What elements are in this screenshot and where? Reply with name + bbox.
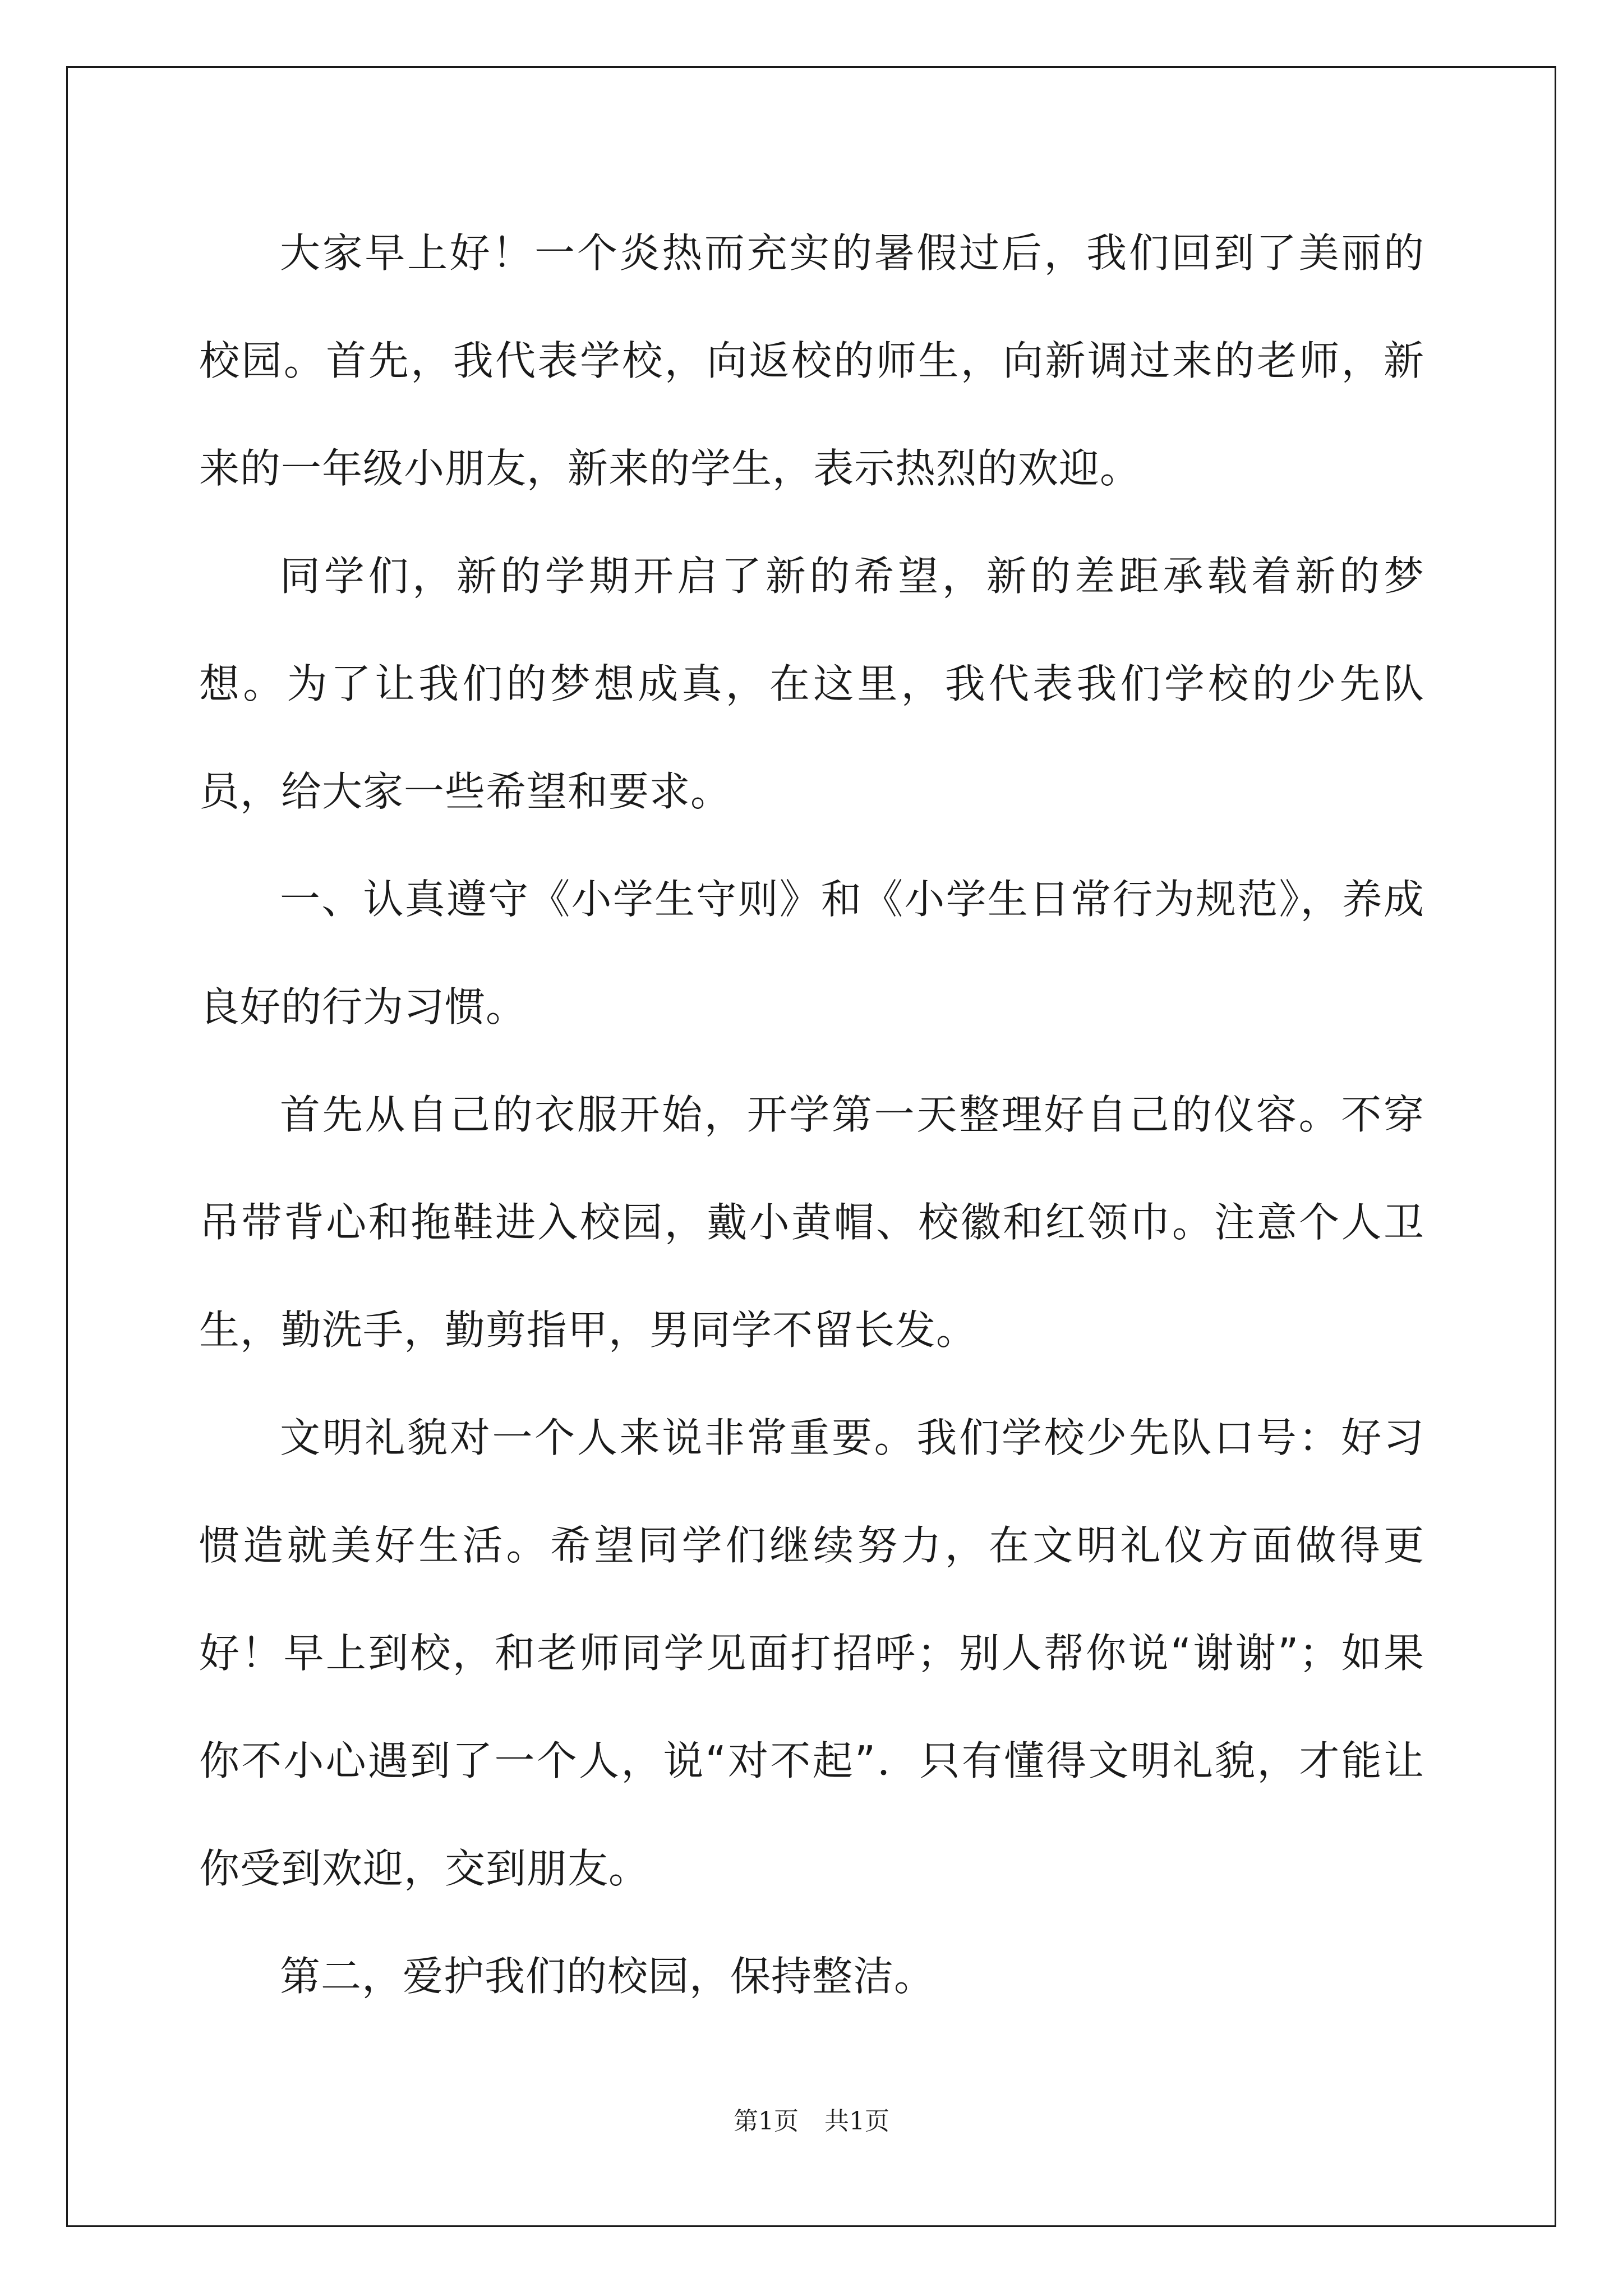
paragraph: 同学们，新的学期开启了新的希望，新的差距承载着新的梦想。为了让我们的梦想成真，在这里，我代表我们学校的少先队员，给大家一些希望和要求。 bbox=[199, 553, 1424, 815]
paragraph: 首先从自己的衣服开始，开学第一天整理好自己的仪容。不穿吊带背心和拖鞋进入校园，戴小黄帽、校徽和红领巾。注意个人卫生，勤洗手，勤剪指甲，男同学不留长发。 bbox=[199, 1091, 1424, 1354]
total-pages: 共1页 bbox=[824, 2107, 889, 2136]
page-number: 第1页 bbox=[734, 2107, 799, 2136]
paragraph: 文明礼貌对一个人来说非常重要。我们学校少先队口号：好习惯造就美好生活。希望同学们继续努力，在文明礼仪方面做得更好！早上到校，和老师同学见面打招呼；别人帮你说“谢谢”；如果你不小心遇到了一个人，说“对不起”．只有懂得文明礼貌，才能让你受到欢迎，交到朋友。 bbox=[199, 1414, 1424, 1892]
paragraph: 第二，爱护我们的校园，保持整洁。 bbox=[280, 1953, 935, 2000]
paragraph: 一、认真遵守《小学生守则》和《小学生日常行为规范》，养成良好的行为习惯。 bbox=[199, 876, 1424, 1030]
paragraph: 大家早上好！一个炎热而充实的暑假过后，我们回到了美丽的校园。首先，我代表学校，向返校的师生，向新调过来的老师，新来的一年级小朋友，新来的学生，表示热烈的欢迎。 bbox=[199, 229, 1424, 492]
page-footer bbox=[0, 2101, 1623, 2137]
document-body bbox=[199, 199, 1424, 2030]
